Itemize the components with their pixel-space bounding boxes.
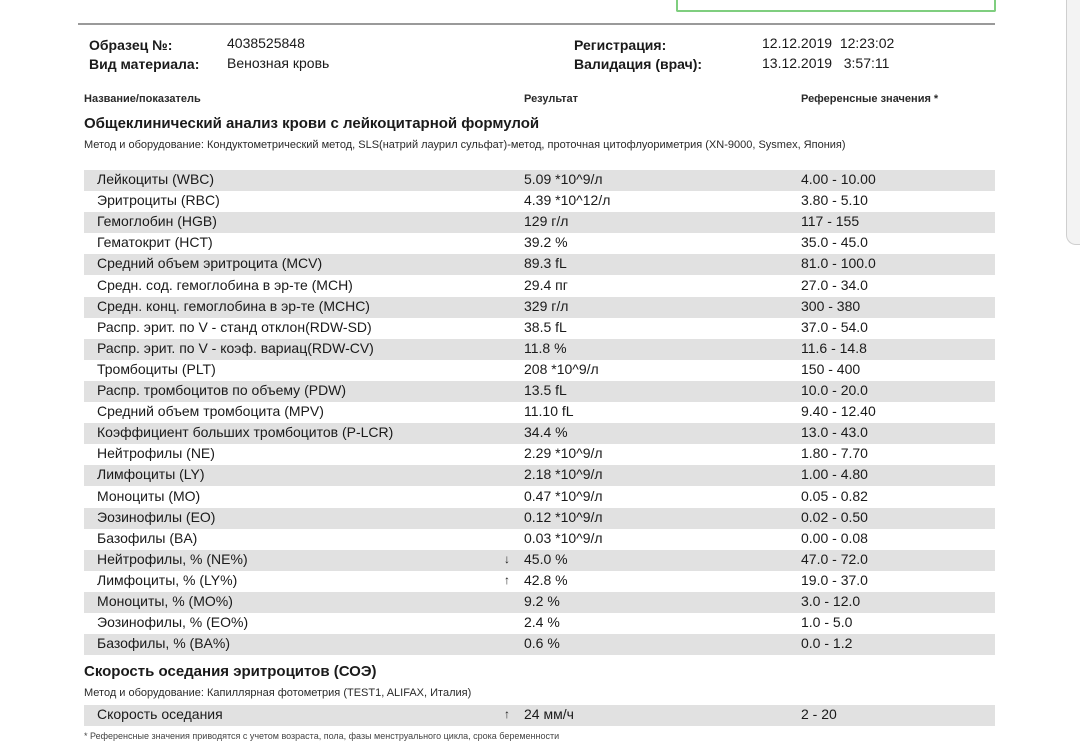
test-name: Средний объем эритроцита (MCV) (97, 255, 323, 272)
table-row (84, 508, 995, 529)
reference-range: 1.80 - 7.70 (801, 445, 868, 462)
result-value: 9.2 % (524, 593, 560, 609)
result-value: 42.8 % (524, 571, 568, 588)
result-value: 38.5 fL (524, 318, 567, 335)
sample-number-label: Образец №: (89, 37, 173, 53)
result-value: 24 мм/ч (524, 706, 574, 722)
table-row (84, 276, 995, 297)
deviation-flag-icon: ↑ (504, 707, 510, 721)
material-label: Вид материала: (89, 56, 200, 72)
reference-range: 0.05 - 0.82 (801, 487, 868, 504)
reference-range: 11.6 - 14.8 (801, 339, 867, 356)
sample-number-value: 4038525848 (227, 35, 305, 51)
reference-range: 3.80 - 5.10 (801, 192, 868, 209)
result-value: 29.4 пг (524, 276, 568, 293)
result-value: 2.29 *10^9/л (524, 445, 603, 462)
section-title: Скорость оседания эритроцитов (СОЭ) (84, 663, 377, 680)
reference-range: 1.00 - 4.80 (801, 466, 868, 483)
registration-value: 12.12.2019 12:23:02 (762, 35, 895, 51)
reference-range: 13.0 - 43.0 (801, 424, 868, 441)
test-name: Распр. тромбоцитов по объему (PDW) (97, 382, 347, 398)
table-row (84, 297, 995, 318)
table-row (84, 318, 995, 339)
footnote: * Референсные значения приводятся с учетом возраста, пола, фазы менструального цикла, срока беременности (84, 731, 560, 741)
table-row (84, 191, 995, 212)
column-header-reference: Референсные значения * (801, 93, 939, 105)
table-row (84, 233, 995, 254)
test-name: Эритроциты (RBC) (97, 192, 220, 209)
table-row (84, 592, 995, 613)
reference-range: 37.0 - 54.0 (801, 318, 868, 335)
test-name: Распр. эрит. по V - коэф. вариац(RDW-CV) (97, 339, 374, 356)
table-row (84, 254, 995, 275)
reference-range: 150 - 400 (801, 360, 861, 377)
material-value: Венозная кровь (227, 55, 330, 71)
table-row (84, 465, 995, 486)
result-value: 2.18 *10^9/л (524, 466, 603, 483)
table-row (84, 360, 995, 381)
test-name: Распр. эрит. по V - станд отклон(RDW-SD) (97, 318, 372, 335)
result-value: 39.2 % (524, 234, 568, 251)
result-value: 34.4 % (524, 424, 568, 441)
table-row (84, 444, 995, 465)
test-name: Лимфоциты (LY) (97, 466, 205, 483)
reference-range: 35.0 - 45.0 (801, 234, 868, 251)
reference-range: 47.0 - 72.0 (801, 550, 868, 567)
result-value: 2.4 % (524, 614, 560, 631)
test-name: Базофилы (BA) (97, 529, 198, 546)
test-name: Коэффициент больших тромбоцитов (P-LCR) (97, 424, 394, 441)
result-value: 0.6 % (524, 635, 560, 652)
reference-range: 19.0 - 37.0 (801, 571, 868, 588)
result-value: 129 г/л (524, 213, 569, 230)
result-value: 4.39 *10^12/л (524, 192, 611, 209)
reference-range: 9.40 - 12.40 (801, 403, 876, 420)
table-row (84, 423, 995, 444)
registration-label: Регистрация: (574, 37, 667, 53)
reference-range: 81.0 - 100.0 (801, 255, 876, 272)
table-row (84, 212, 995, 233)
result-value: 0.12 *10^9/л (524, 508, 603, 525)
reference-range: 2 - 20 (801, 706, 837, 722)
reference-range: 4.00 - 10.00 (801, 171, 876, 187)
result-value: 45.0 % (524, 550, 568, 567)
column-header-name: Название/показатель (84, 93, 201, 105)
test-name: Скорость оседания (97, 706, 223, 722)
test-name: Нейтрофилы, % (NE%) (97, 550, 248, 567)
reference-range: 300 - 380 (801, 297, 861, 314)
result-value: 89.3 fL (524, 255, 567, 272)
test-name: Эозинофилы, % (EO%) (97, 614, 249, 631)
table-row (84, 402, 995, 423)
reference-range: 117 - 155 (801, 213, 860, 230)
test-name: Гематокрит (HCT) (97, 234, 213, 251)
table-row (84, 613, 995, 634)
validation-value: 13.12.2019 3:57:11 (762, 55, 890, 71)
test-name: Моноциты, % (MO%) (97, 593, 233, 609)
top-divider (78, 23, 995, 25)
deviation-flag-icon: ↓ (504, 551, 510, 566)
table-row (84, 634, 995, 655)
method-description: Метод и оборудование: Капиллярная фотометрия (TEST1, ALIFAX, Италия) (84, 687, 472, 699)
reference-range: 1.0 - 5.0 (801, 614, 853, 631)
test-name: Лейкоциты (WBC) (97, 171, 215, 187)
test-name: Гемоглобин (HGB) (97, 213, 217, 230)
result-value: 11.10 fL (524, 403, 574, 420)
reference-range: 0.0 - 1.2 (801, 635, 853, 652)
test-name: Лимфоциты, % (LY%) (97, 571, 238, 588)
reference-range: 3.0 - 12.0 (801, 593, 861, 609)
result-value: 208 *10^9/л (524, 360, 599, 377)
reference-range: 27.0 - 34.0 (801, 276, 868, 293)
test-name: Моноциты (MO) (97, 487, 201, 504)
table-row (84, 170, 995, 191)
validation-label: Валидация (врач): (574, 56, 703, 72)
method-description: Метод и оборудование: Кондуктометрический метод, SLS(натрий лаурил сульфат)-метод, проточная цитофлуориметрия (XN-9000, Sysmex, Япония) (84, 139, 846, 151)
section-title: Общеклинический анализ крови с лейкоцитарной формулой (84, 115, 540, 132)
test-name: Средн. сод. гемоглобина в эр-те (MCH) (97, 276, 353, 293)
table-row (84, 550, 995, 571)
test-name: Нейтрофилы (NE) (97, 445, 215, 462)
result-value: 5.09 *10^9/л (524, 171, 603, 187)
test-name: Средний объем тромбоцита (MPV) (97, 403, 324, 420)
test-name: Тромбоциты (PLT) (97, 360, 216, 377)
result-value: 11.8 % (524, 339, 567, 356)
highlight-box (676, 0, 996, 12)
result-value: 0.47 *10^9/л (524, 487, 603, 504)
table-row (84, 571, 995, 592)
result-value: 329 г/л (524, 297, 569, 314)
result-value: 0.03 *10^9/л (524, 529, 603, 546)
table-row (84, 487, 995, 508)
reference-range: 0.02 - 0.50 (801, 508, 868, 525)
test-name: Эозинофилы (EO) (97, 508, 216, 525)
table-row (84, 705, 995, 726)
column-header-result: Результат (524, 93, 579, 105)
deviation-flag-icon: ↑ (504, 572, 510, 587)
reference-range: 10.0 - 20.0 (801, 382, 868, 398)
result-value: 13.5 fL (524, 382, 567, 398)
test-name: Базофилы, % (BA%) (97, 635, 230, 652)
scrollbar[interactable] (1066, 0, 1080, 245)
table-row (84, 381, 995, 402)
test-name: Средн. конц. гемоглобина в эр-те (MCHC) (97, 297, 370, 314)
table-row (84, 339, 995, 360)
table-row (84, 529, 995, 550)
reference-range: 0.00 - 0.08 (801, 529, 868, 546)
